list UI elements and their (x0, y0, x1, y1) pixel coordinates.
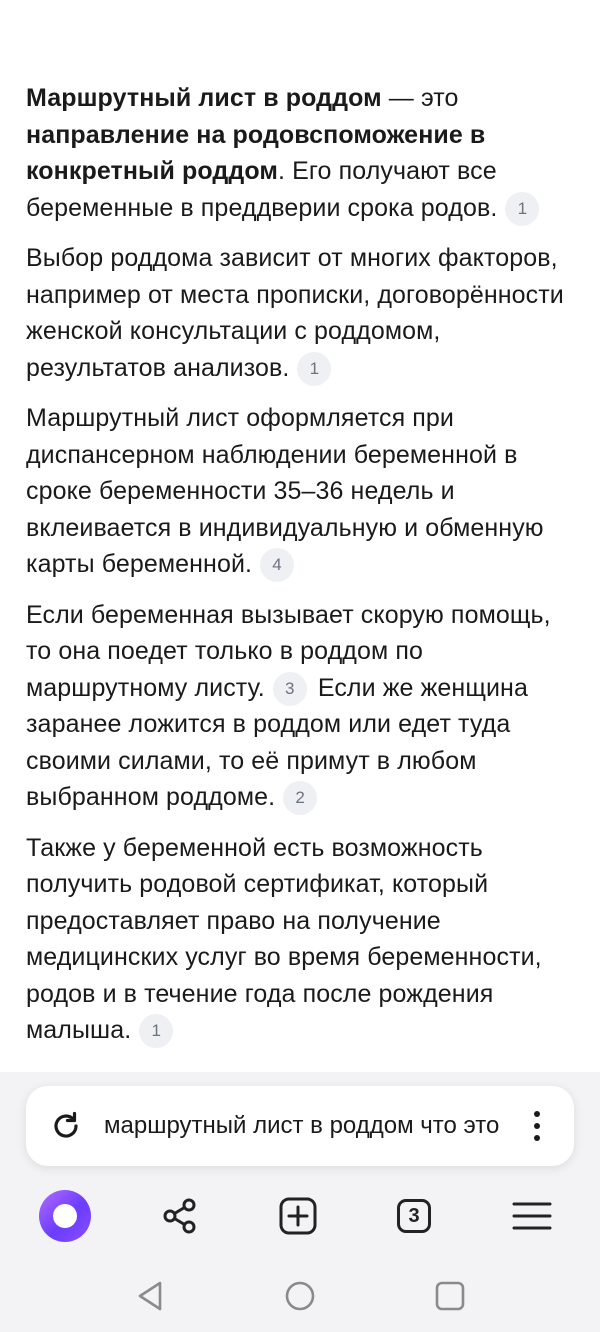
kebab-menu-icon[interactable] (522, 1104, 552, 1148)
answer-paragraph-1 (26, 80, 572, 226)
paragraph-text: Если же женщина заранее ложится в роддом или едет туда своими силами, то её примут в любом выбранном роддоме. (26, 673, 528, 811)
triangle-back-icon (132, 1278, 168, 1314)
share-icon (160, 1196, 200, 1236)
new-tab-button[interactable] (268, 1186, 328, 1246)
share-button[interactable] (150, 1186, 210, 1246)
citation-badge[interactable]: 2 (283, 781, 317, 815)
answer-paragraph-2 (26, 240, 572, 386)
answer-paragraph-3 (26, 400, 572, 583)
answer-paragraph-4 (26, 597, 572, 816)
bold-definition: направление на родовспоможение в конкретный роддом (26, 120, 486, 185)
tabs-count-badge: 3 (397, 1199, 431, 1233)
hamburger-menu-icon (512, 1196, 552, 1236)
main-menu-button[interactable] (502, 1186, 562, 1246)
citation-badge[interactable]: 1 (139, 1014, 173, 1048)
citation-badge[interactable]: 1 (505, 192, 539, 226)
paragraph-text: — это (381, 84, 459, 112)
answer-paragraph-5 (26, 830, 572, 1049)
bold-term: Маршрутный лист в роддом (26, 84, 382, 112)
citation-badge[interactable]: 4 (260, 548, 294, 582)
paragraph-text: Если беременная вызывает скорую помощь, то она поедет только в роддом по маршрутному листу. (26, 600, 551, 702)
plus-square-icon (278, 1196, 318, 1236)
refresh-icon[interactable] (50, 1110, 82, 1142)
search-bar[interactable] (26, 1086, 574, 1166)
square-recents-icon (432, 1278, 468, 1314)
system-navigation-bar (0, 1262, 600, 1332)
home-button[interactable] (270, 1266, 330, 1326)
circle-home-icon (282, 1278, 318, 1314)
tabs-button[interactable] (384, 1186, 444, 1246)
alice-assistant-button[interactable] (35, 1186, 95, 1246)
paragraph-text: Маршрутный лист оформляется при диспансерном наблюдении беременной в сроке беременности 35–36 недель и вклеивается в индивидуальную и обменную карты беременной. (26, 404, 544, 578)
search-query-text[interactable]: маршрутный лист в роддом что это (104, 1112, 500, 1139)
browser-toolbar (0, 1186, 600, 1246)
paragraph-text: Выбор роддома зависит от многих факторов, например от места прописки, договорённости женской консультации с роддомом, результатов анализов. (26, 244, 564, 382)
paragraph-text: . Его получают все беременные в преддверии срока родов. (26, 157, 498, 222)
paragraph-text: Также у беременной есть возможность получить родовой сертификат, который предоставляет право на получение медицинских услуг во время беременности, родов и в течение года после рождения малыша. (26, 833, 542, 1044)
recents-button[interactable] (420, 1266, 480, 1326)
browser-bottom-area (0, 1072, 600, 1332)
alice-assistant-icon (39, 1190, 91, 1242)
citation-badge[interactable]: 1 (297, 352, 331, 386)
back-button[interactable] (120, 1266, 180, 1326)
citation-badge[interactable]: 3 (273, 672, 307, 706)
